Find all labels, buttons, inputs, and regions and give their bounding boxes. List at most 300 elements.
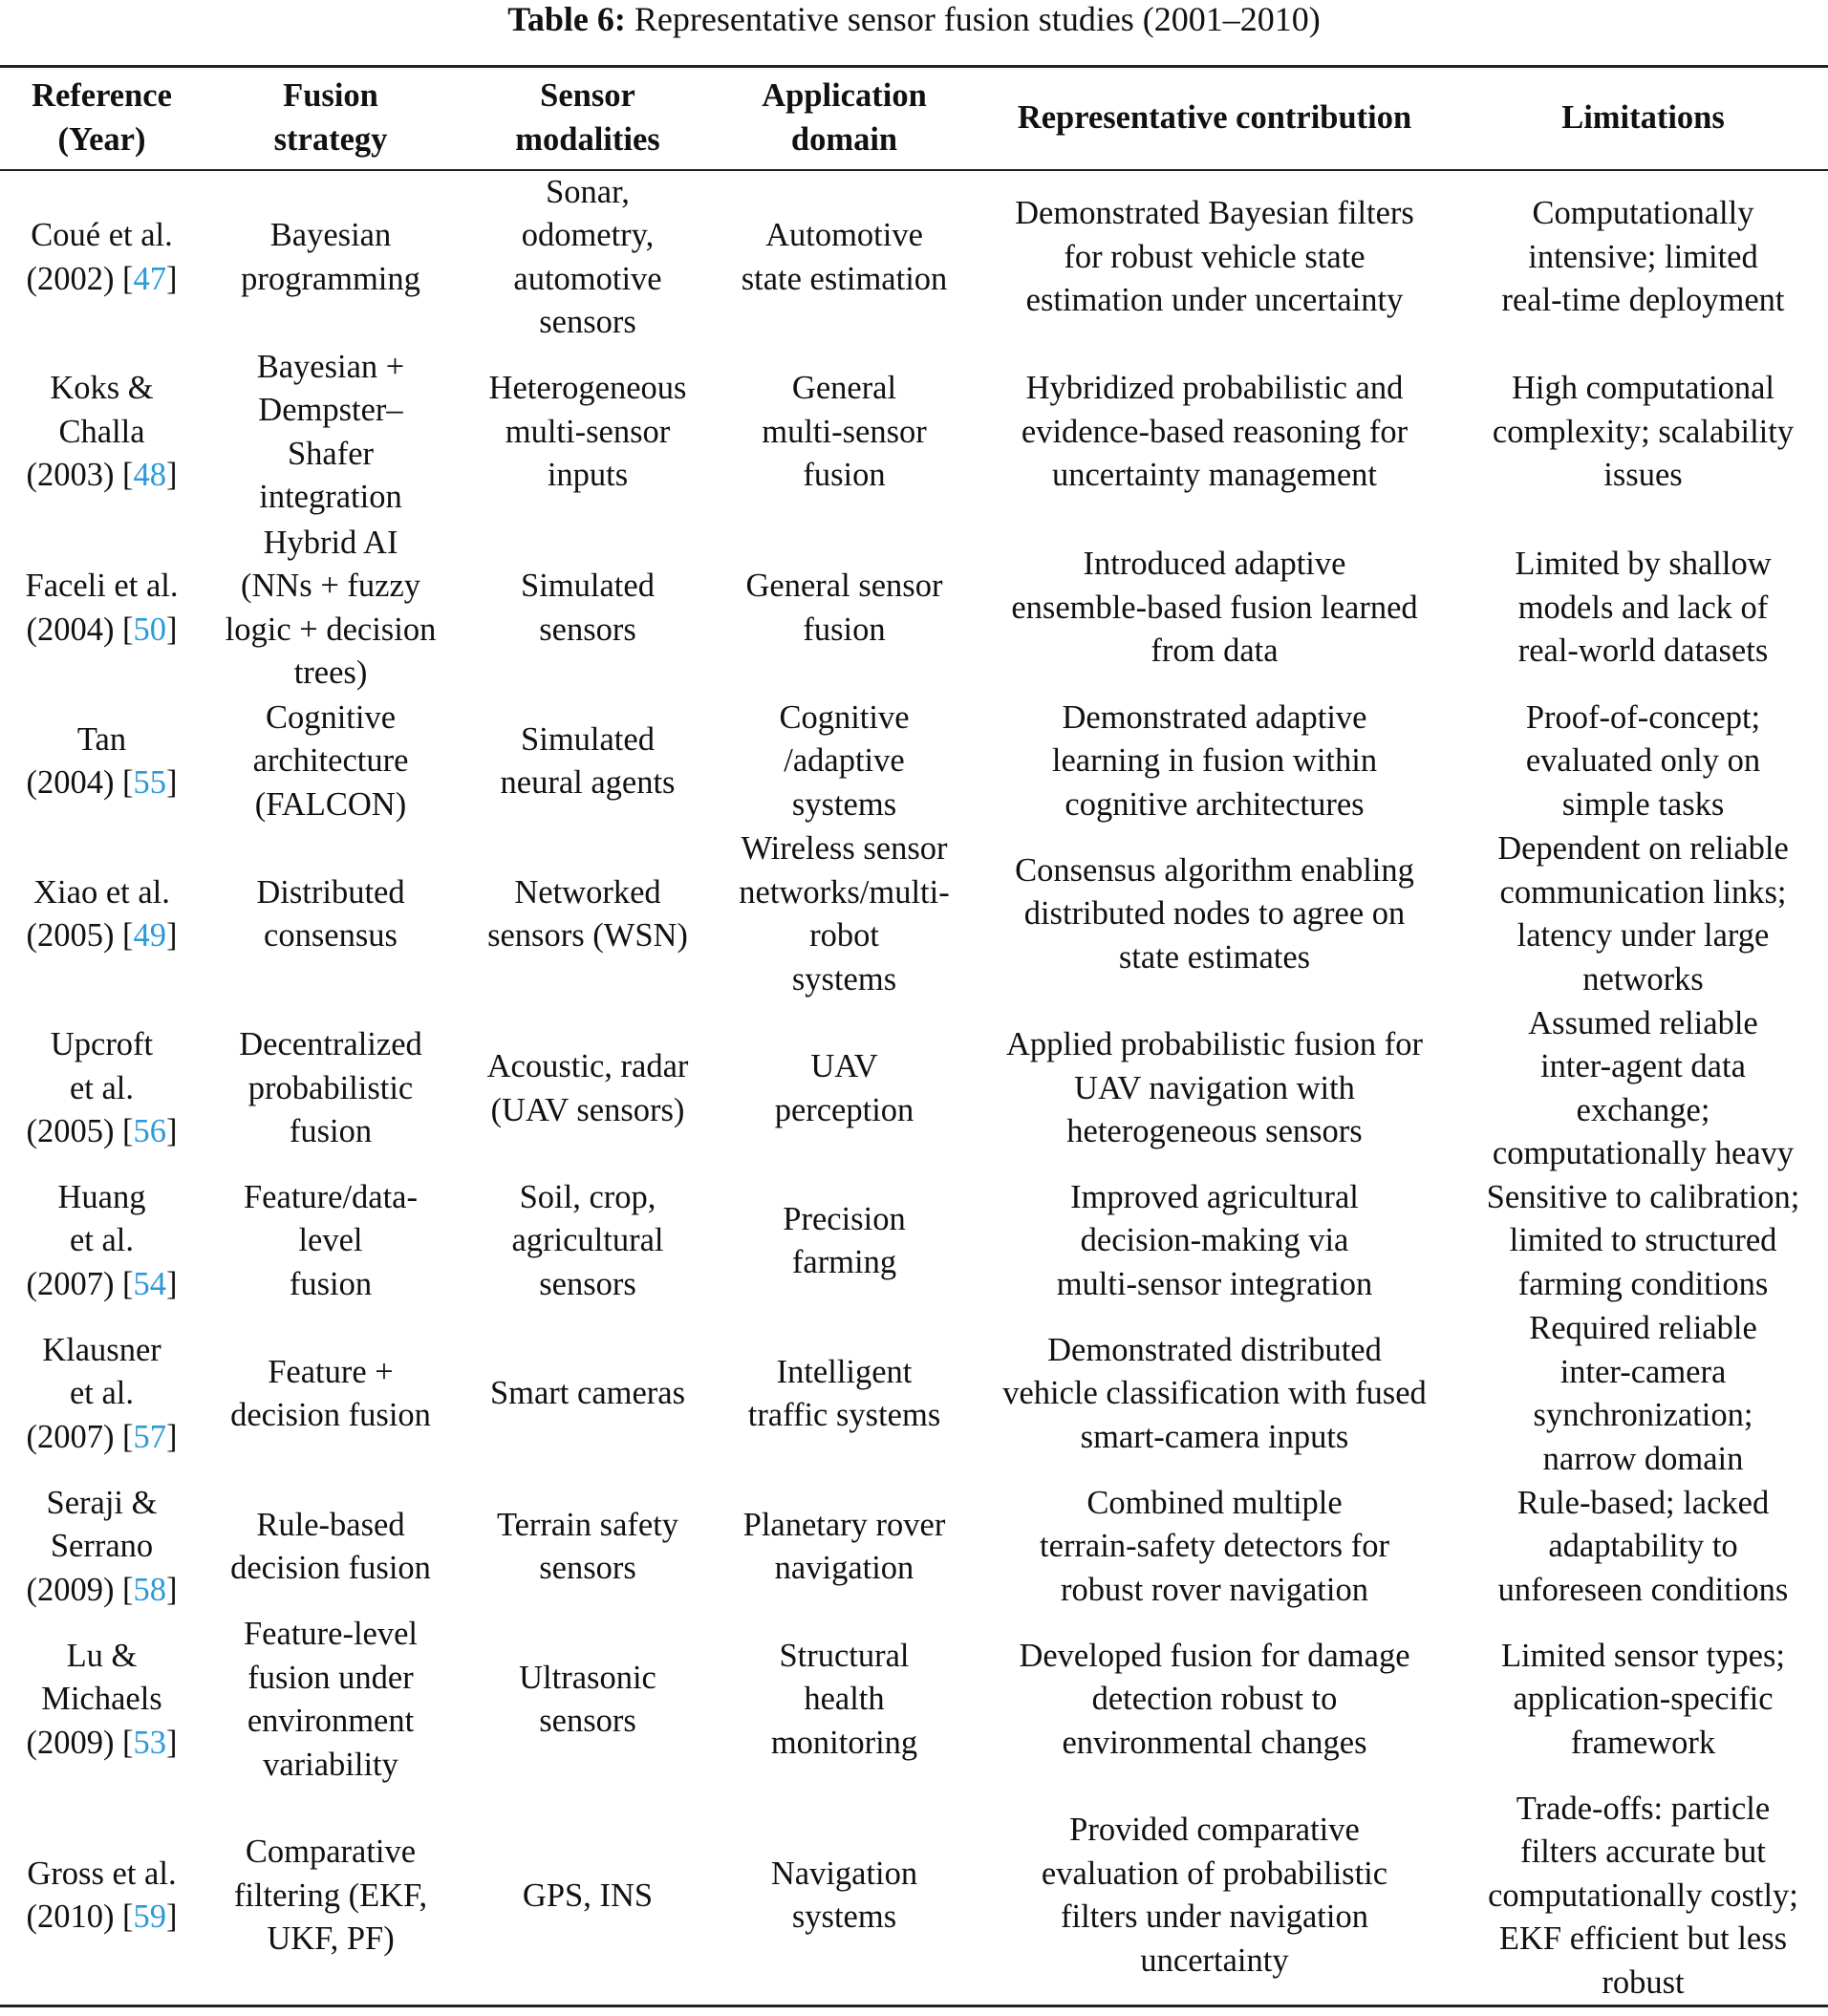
column-header-line: domain [790, 120, 898, 158]
column-header-line: Fusion [283, 77, 378, 115]
cell-sensor-modalities-line: sensors [539, 1265, 636, 1302]
cell-limitations-line: Dependent on reliable [1497, 830, 1789, 867]
cell-contribution-line: learning in fusion within [1051, 742, 1378, 780]
cell-sensor-modalities-line: Heterogeneous [488, 370, 687, 407]
cell-application-domain-line: perception [774, 1091, 914, 1128]
cell-contribution-line: Consensus algorithm enabling [1015, 851, 1414, 889]
cell-contribution-line: smart-camera inputs [1080, 1418, 1349, 1455]
reference-year: (2003) [ [26, 457, 134, 494]
cell-sensor-modalities-line: inputs [547, 457, 629, 494]
cell-fusion-strategy [204, 1788, 458, 2006]
cell-contribution-line: uncertainty [1140, 1941, 1289, 1979]
cell-sensor-modalities [458, 1613, 718, 1788]
cell-sensor-modalities-line: sensors [539, 304, 636, 340]
cell-fusion-strategy-line: Comparative [245, 1834, 417, 1870]
column-header-line: modalities [515, 120, 660, 158]
cell-fusion-strategy-line: decision fusion [230, 1550, 431, 1586]
cell-contribution-line: Hybridized probabilistic and [1025, 370, 1404, 407]
cell-fusion-strategy [204, 1002, 458, 1176]
cell-limitations-line: simple tasks [1561, 785, 1725, 823]
citation-link[interactable]: 55 [133, 764, 167, 801]
cell-contribution-line: ensemble-based fusion learned [1011, 589, 1418, 626]
citation-link[interactable]: 56 [133, 1113, 167, 1150]
cell-limitations [1458, 1176, 1828, 1307]
cell-limitations-line: Required reliable [1529, 1310, 1757, 1346]
header-row [0, 67, 1828, 170]
cell-limitations-line: Limited sensor types; [1500, 1637, 1786, 1674]
cell-limitations-line: issues [1603, 457, 1683, 494]
cell-application-domain-line: fusion [803, 457, 886, 494]
cell-contribution-line: multi-sensor integration [1056, 1265, 1373, 1302]
cell-application-domain-line: multi-sensor [762, 413, 927, 450]
sensor-fusion-table [0, 65, 1828, 2007]
cell-contribution-line: Introduced adaptive [1083, 546, 1346, 583]
cell-fusion-strategy-line: consensus [264, 917, 398, 954]
reference-author: Gross et al. [27, 1855, 177, 1892]
column-header-line: Reference [32, 77, 172, 115]
cell-contribution [971, 521, 1458, 697]
column-header-line: Representative contribution [1017, 99, 1412, 136]
cell-limitations-line: complexity; scalability [1492, 413, 1795, 450]
cell-limitations-line: narrow domain [1542, 1440, 1744, 1477]
citation-bracket: ] [166, 1418, 178, 1455]
citation-link[interactable]: 54 [133, 1265, 167, 1302]
cell-application-domain-line: systems [791, 1898, 897, 1936]
table-row [0, 1788, 1828, 2006]
reference-author: Koks & [50, 370, 154, 407]
cell-sensor-modalities [458, 1307, 718, 1482]
cell-sensor-modalities [458, 697, 718, 827]
cell-application-domain-line: systems [791, 785, 897, 823]
cell-sensor-modalities-line: sensors [539, 1550, 636, 1586]
citation-bracket: ] [166, 1898, 178, 1936]
cell-fusion-strategy-line: filtering (EKF, [233, 1877, 428, 1914]
cell-reference [0, 697, 204, 827]
reference-year: (2009) [ [26, 1724, 134, 1761]
cell-contribution-line: heterogeneous sensors [1066, 1113, 1363, 1150]
reference-year: (2004) [ [26, 764, 134, 801]
table-row [0, 1307, 1828, 1482]
cell-contribution-line: from data [1151, 633, 1279, 670]
cell-limitations-line: application-specific [1513, 1681, 1774, 1718]
reference-year: (2005) [ [26, 917, 134, 954]
citation-bracket: ] [166, 260, 178, 297]
cell-limitations-line: robust [1602, 1963, 1685, 2001]
cell-application-domain-line: navigation [774, 1550, 914, 1586]
table-row [0, 1613, 1828, 1788]
cell-sensor-modalities-line: neural agents [500, 764, 676, 801]
cell-contribution-line: estimation under uncertainty [1025, 282, 1404, 319]
cell-fusion-strategy-line: Shafer [287, 435, 375, 472]
reference-year: (2010) [ [26, 1898, 134, 1936]
cell-fusion-strategy-line: Feature/data- [244, 1178, 418, 1215]
cell-limitations [1458, 1482, 1828, 1613]
cell-limitations-line: farming conditions [1517, 1265, 1769, 1302]
cell-sensor-modalities [458, 1176, 718, 1307]
reference-year: (2004) [ [26, 611, 134, 648]
cell-application-domain [718, 1002, 971, 1176]
cell-reference [0, 1613, 204, 1788]
cell-contribution-line: Combined multiple [1086, 1484, 1343, 1521]
cell-reference [0, 1482, 204, 1613]
cell-limitations-line: filters accurate but [1520, 1834, 1766, 1870]
cell-sensor-modalities-line: sensors [539, 1703, 636, 1739]
cell-contribution-line: Applied probabilistic fusion for [1006, 1026, 1423, 1063]
cell-reference [0, 1307, 204, 1482]
cell-sensor-modalities-line: Acoustic, radar [486, 1048, 689, 1084]
reference-year: (2002) [ [26, 260, 134, 297]
cell-limitations-line: communication links; [1499, 873, 1787, 911]
column-header-line: strategy [273, 120, 388, 158]
cell-fusion-strategy-line: probabilistic [247, 1069, 414, 1106]
cell-sensor-modalities-line: automotive [513, 260, 662, 297]
reference-author: et al. [69, 1375, 135, 1412]
cell-application-domain [718, 170, 971, 345]
citation-link[interactable]: 58 [133, 1571, 167, 1608]
cell-contribution [971, 345, 1458, 521]
cell-limitations-line: High computational [1512, 370, 1774, 407]
cell-contribution [971, 827, 1458, 1002]
citation-bracket: ] [166, 1113, 178, 1150]
cell-application-domain [718, 345, 971, 521]
cell-sensor-modalities-line: Networked [514, 873, 661, 911]
table-caption-label: Table 6: [507, 0, 626, 38]
cell-application-domain [718, 521, 971, 697]
cell-application-domain-line: Intelligent [776, 1353, 913, 1390]
cell-application-domain-line: General sensor [745, 568, 943, 604]
reference-author: et al. [69, 1069, 135, 1106]
table-row [0, 1482, 1828, 1613]
column-header-application-domain [718, 67, 971, 170]
reference-author: Klausner [42, 1331, 161, 1368]
cell-fusion-strategy [204, 1482, 458, 1613]
cell-fusion-strategy-line: variability [263, 1746, 398, 1783]
cell-limitations-line: Proof-of-concept; [1525, 698, 1761, 736]
cell-sensor-modalities-line: GPS, INS [522, 1877, 654, 1914]
reference-author: Serrano [50, 1528, 154, 1565]
table-row [0, 827, 1828, 1002]
cell-contribution-line: decision-making via [1080, 1222, 1349, 1259]
cell-contribution-line: state estimates [1118, 938, 1311, 976]
reference-author: et al. [69, 1222, 135, 1259]
citation-link[interactable]: 50 [133, 611, 167, 648]
cell-contribution-line: detection robust to [1091, 1681, 1338, 1718]
cell-sensor-modalities-line: sensors (WSN) [487, 917, 688, 954]
reference-author: Upcroft [50, 1026, 154, 1063]
column-header-line: Application [762, 77, 927, 115]
cell-limitations [1458, 1613, 1828, 1788]
cell-contribution-line: Demonstrated distributed [1047, 1331, 1382, 1368]
cell-limitations-line: Limited by shallow [1515, 546, 1772, 583]
cell-limitations-line: evaluated only on [1525, 742, 1761, 780]
citation-link[interactable]: 48 [133, 457, 167, 494]
cell-fusion-strategy-line: (NNs + fuzzy [240, 568, 421, 604]
cell-application-domain-line: Structural [779, 1637, 910, 1674]
cell-limitations-line: Assumed reliable [1528, 1004, 1758, 1041]
citation-bracket: ] [166, 1724, 178, 1761]
cell-contribution-line: Developed fusion for damage [1019, 1637, 1410, 1674]
cell-application-domain-line: state estimation [741, 260, 948, 297]
cell-contribution-line: Demonstrated Bayesian filters [1015, 195, 1414, 232]
cell-contribution-line: vehicle classification with fused [1002, 1375, 1427, 1412]
cell-reference [0, 170, 204, 345]
column-header-reference-year [0, 67, 204, 170]
reference-author: Tan [76, 720, 127, 758]
reference-author: Seraji & [46, 1484, 158, 1521]
cell-limitations-line: intensive; limited [1528, 238, 1758, 275]
cell-limitations-line: Sensitive to calibration; [1486, 1178, 1800, 1215]
cell-application-domain-line: robot [809, 917, 879, 954]
cell-contribution-line: terrain-safety detectors for [1040, 1528, 1389, 1565]
cell-fusion-strategy [204, 697, 458, 827]
reference-year: (2009) [ [26, 1571, 134, 1608]
cell-sensor-modalities [458, 1002, 718, 1176]
citation-link[interactable]: 47 [133, 260, 167, 297]
cell-contribution-line: Provided comparative [1069, 1812, 1360, 1849]
cell-application-domain-line: fusion [803, 611, 886, 648]
cell-fusion-strategy-line: logic + decision [225, 611, 437, 648]
cell-application-domain-line: General [791, 370, 897, 407]
cell-sensor-modalities-line: Soil, crop, [519, 1178, 656, 1215]
cell-application-domain-line: UAV [810, 1048, 878, 1084]
cell-limitations-line: Rule-based; lacked [1516, 1484, 1770, 1521]
cell-sensor-modalities-line: Sonar, [546, 173, 630, 210]
cell-fusion-strategy-line: Distributed [256, 873, 405, 911]
cell-application-domain [718, 1788, 971, 2006]
cell-contribution [971, 1307, 1458, 1482]
cell-fusion-strategy-line: architecture [252, 742, 409, 780]
cell-reference [0, 345, 204, 521]
reference-author: Challa [58, 413, 145, 450]
cell-limitations-line: unforeseen conditions [1497, 1571, 1789, 1608]
cell-fusion-strategy-line: Rule-based [256, 1506, 405, 1543]
citation-bracket: ] [166, 1571, 178, 1608]
cell-limitations [1458, 1002, 1828, 1176]
table-body [0, 170, 1828, 2006]
cell-fusion-strategy-line: fusion under [247, 1659, 414, 1696]
cell-sensor-modalities-line: agricultural [511, 1222, 664, 1259]
cell-application-domain-line: traffic systems [747, 1397, 941, 1433]
cell-sensor-modalities-line: (UAV sensors) [490, 1091, 685, 1128]
reference-author: Michaels [41, 1681, 162, 1718]
cell-fusion-strategy [204, 170, 458, 345]
cell-fusion-strategy [204, 345, 458, 521]
citation-link[interactable]: 53 [133, 1724, 167, 1761]
cell-fusion-strategy-line: fusion [289, 1113, 373, 1150]
citation-bracket: ] [166, 457, 178, 494]
reference-author: Lu & [66, 1637, 138, 1674]
reference-year: (2007) [ [26, 1265, 134, 1302]
cell-contribution [971, 1788, 1458, 2006]
cell-application-domain [718, 1307, 971, 1482]
cell-application-domain-line: Planetary rover [742, 1506, 946, 1543]
cell-fusion-strategy-line: level [298, 1222, 363, 1259]
cell-limitations-line: Trade-offs: particle [1516, 1790, 1771, 1827]
cell-sensor-modalities [458, 827, 718, 1002]
cell-fusion-strategy-line: integration [259, 479, 402, 515]
cell-contribution [971, 697, 1458, 827]
cell-application-domain-line: monitoring [770, 1724, 918, 1761]
cell-sensor-modalities [458, 345, 718, 521]
table-row [0, 1002, 1828, 1176]
cell-sensor-modalities [458, 521, 718, 697]
cell-limitations-line: inter-agent data [1540, 1048, 1746, 1084]
citation-bracket: ] [166, 917, 178, 954]
cell-fusion-strategy [204, 521, 458, 697]
cell-limitations [1458, 1307, 1828, 1482]
cell-contribution-line: distributed nodes to agree on [1023, 895, 1406, 933]
table-caption [0, 0, 1828, 42]
cell-fusion-strategy [204, 827, 458, 1002]
cell-fusion-strategy-line: Feature + [268, 1353, 394, 1390]
cell-sensor-modalities-line: odometry, [521, 217, 655, 253]
cell-application-domain [718, 1482, 971, 1613]
cell-limitations-line: computationally costly; [1488, 1877, 1798, 1914]
cell-fusion-strategy-line: trees) [293, 654, 368, 691]
cell-application-domain-line: health [804, 1681, 885, 1718]
cell-limitations-line: adaptability to [1548, 1528, 1738, 1565]
cell-limitations-line: computationally heavy [1492, 1135, 1795, 1171]
cell-fusion-strategy-line: Dempster– [258, 392, 403, 428]
cell-fusion-strategy-line: Feature-level [244, 1616, 418, 1652]
citation-bracket: ] [166, 764, 178, 801]
cell-fusion-strategy-line: Decentralized [239, 1026, 422, 1063]
reference-year: (2007) [ [26, 1418, 134, 1455]
cell-contribution-line: filters under navigation [1061, 1898, 1368, 1936]
table-row [0, 345, 1828, 521]
cell-limitations [1458, 1788, 1828, 2006]
cell-application-domain-line: systems [791, 960, 897, 997]
table-row [0, 521, 1828, 697]
cell-limitations-line: exchange; [1576, 1091, 1710, 1128]
cell-fusion-strategy-line: (FALCON) [254, 785, 407, 823]
cell-limitations-line: models and lack of [1517, 589, 1769, 626]
cell-fusion-strategy-line: fusion [289, 1265, 373, 1302]
cell-limitations-line: latency under large [1516, 917, 1770, 954]
cell-reference [0, 1176, 204, 1307]
cell-contribution-line: UAV navigation with [1074, 1069, 1355, 1106]
column-header-representative-contribution [971, 67, 1458, 170]
cell-contribution-line: for robust vehicle state [1064, 238, 1366, 275]
cell-limitations [1458, 170, 1828, 345]
column-header-line: (Year) [57, 120, 146, 158]
cell-contribution [971, 1482, 1458, 1613]
cell-fusion-strategy [204, 1307, 458, 1482]
reference-author: Faceli et al. [25, 568, 179, 604]
cell-limitations-line: synchronization; [1533, 1397, 1753, 1433]
cell-limitations [1458, 827, 1828, 1002]
cell-limitations-line: networks [1582, 960, 1704, 997]
cell-contribution-line: environmental changes [1062, 1724, 1367, 1761]
cell-contribution-line: robust rover navigation [1061, 1571, 1368, 1608]
cell-sensor-modalities-line: Smart cameras [489, 1375, 686, 1412]
cell-limitations-line: Computationally [1532, 195, 1754, 232]
cell-sensor-modalities-line: Terrain safety [496, 1506, 679, 1543]
cell-contribution-line: Improved agricultural [1070, 1178, 1359, 1215]
cell-application-domain [718, 827, 971, 1002]
cell-application-domain-line: Precision [783, 1200, 906, 1237]
cell-contribution [971, 1613, 1458, 1788]
cell-sensor-modalities [458, 170, 718, 345]
citation-link[interactable]: 49 [133, 917, 167, 954]
cell-application-domain-line: Navigation [770, 1855, 918, 1892]
table-row [0, 697, 1828, 827]
cell-sensor-modalities [458, 1788, 718, 2006]
cell-limitations [1458, 697, 1828, 827]
column-header-line: Sensor [540, 77, 635, 115]
cell-application-domain [718, 1613, 971, 1788]
cell-limitations-line: limited to structured [1509, 1222, 1777, 1259]
table-caption-text: Representative sensor fusion studies (2001–2010) [634, 0, 1321, 38]
cell-application-domain [718, 697, 971, 827]
column-header-fusion-strategy [204, 67, 458, 170]
table-row [0, 170, 1828, 345]
cell-sensor-modalities-line: multi-sensor [505, 413, 671, 450]
cell-fusion-strategy-line: Bayesian + [256, 348, 405, 385]
cell-limitations-line: inter-camera [1559, 1353, 1727, 1390]
cell-application-domain-line: Cognitive [779, 698, 910, 736]
cell-fusion-strategy [204, 1176, 458, 1307]
cell-application-domain-line: Automotive [765, 217, 923, 253]
column-header-line: Limitations [1561, 99, 1725, 136]
citation-link[interactable]: 59 [133, 1898, 167, 1936]
cell-fusion-strategy-line: decision fusion [230, 1397, 431, 1433]
cell-fusion-strategy-line: UKF, PF) [267, 1920, 395, 1957]
cell-contribution-line: uncertainty management [1051, 457, 1378, 494]
cell-sensor-modalities-line: Simulated [521, 568, 655, 604]
cell-sensor-modalities-line: Ultrasonic [519, 1659, 656, 1696]
cell-fusion-strategy-line: Bayesian [269, 217, 392, 253]
cell-contribution-line: evidence-based reasoning for [1021, 413, 1409, 450]
cell-limitations-line: real-time deployment [1501, 282, 1785, 319]
cell-fusion-strategy-line: Hybrid AI [263, 524, 398, 561]
cell-contribution [971, 170, 1458, 345]
cell-limitations [1458, 521, 1828, 697]
cell-reference [0, 827, 204, 1002]
cell-fusion-strategy-line: programming [241, 260, 420, 297]
cell-application-domain-line: networks/multi- [739, 873, 950, 911]
reference-author: Huang [57, 1178, 146, 1215]
cell-application-domain-line: farming [791, 1244, 897, 1280]
cell-fusion-strategy-line: Cognitive [265, 698, 397, 736]
cell-application-domain-line: Wireless sensor [741, 830, 948, 867]
cell-fusion-strategy-line: environment [247, 1703, 415, 1739]
cell-sensor-modalities [458, 1482, 718, 1613]
citation-link[interactable]: 57 [133, 1418, 167, 1455]
cell-contribution [971, 1176, 1458, 1307]
cell-sensor-modalities-line: sensors [539, 611, 636, 648]
cell-contribution-line: cognitive architectures [1065, 785, 1365, 823]
citation-bracket: ] [166, 1265, 178, 1302]
cell-application-domain [718, 1176, 971, 1307]
cell-contribution-line: Demonstrated adaptive [1062, 698, 1367, 736]
cell-fusion-strategy [204, 1613, 458, 1788]
cell-contribution-line: evaluation of probabilistic [1041, 1855, 1388, 1892]
column-header-limitations [1458, 67, 1828, 170]
citation-bracket: ] [166, 611, 178, 648]
cell-application-domain-line: /adaptive [784, 742, 905, 780]
cell-limitations-line: framework [1570, 1724, 1716, 1761]
cell-reference [0, 1002, 204, 1176]
cell-reference [0, 1788, 204, 2006]
table-row [0, 1176, 1828, 1307]
column-header-sensor-modalities [458, 67, 718, 170]
cell-reference [0, 521, 204, 697]
reference-year: (2005) [ [26, 1113, 134, 1150]
cell-limitations [1458, 345, 1828, 521]
reference-author: Coué et al. [31, 217, 173, 253]
cell-sensor-modalities-line: Simulated [521, 720, 655, 758]
